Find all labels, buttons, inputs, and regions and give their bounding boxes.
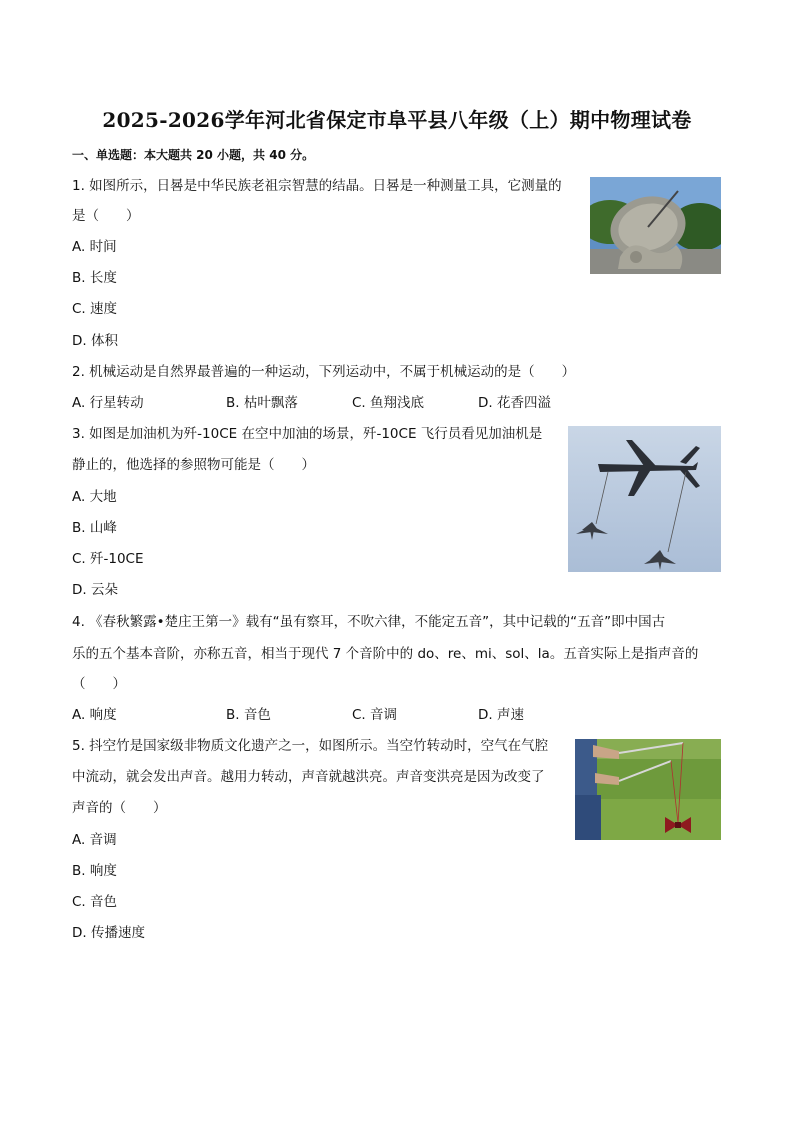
q4-option-a: A. 响度 (72, 707, 117, 723)
q4-option-c: C. 音调 (352, 707, 398, 723)
q5-stem-line3: 声音的（ ） (72, 800, 167, 816)
q3-option-b: B. 山峰 (72, 520, 117, 536)
aerial-refueling-photo-icon (568, 426, 721, 572)
q5-stem-line1: 5. 抖空竹是国家级非物质文化遗产之一，如图所示。当空竹转动时，空气在气腔 (72, 738, 549, 754)
q5-option-b: B. 响度 (72, 863, 117, 879)
q5-stem-line2: 中流动，就会发出声音。越用力转动，声音就越洪亮。声音变洪亮是因为改变了 (72, 769, 545, 785)
sundial-photo-icon (590, 177, 721, 274)
q2-option-a: A. 行星转动 (72, 395, 144, 411)
q2-option-d: D. 花香四溢 (478, 395, 551, 411)
q1-stem-line2: 是（ ） (72, 208, 140, 224)
q5-option-c: C. 音色 (72, 894, 118, 910)
q3-option-a: A. 大地 (72, 489, 117, 505)
q4-stem-line3: （ ） (72, 676, 126, 692)
q1-option-b: B. 长度 (72, 270, 117, 286)
q1-stem-line1: 1. 如图所示，日晷是中华民族老祖宗智慧的结晶。日晷是一种测量工具，它测量的 (72, 178, 562, 194)
q1-option-c: C. 速度 (72, 301, 118, 317)
q3-option-c: C. 歼-10CE (72, 551, 144, 567)
q4-stem-line2: 乐的五个基本音阶，亦称五音，相当于现代 7 个音阶中的 do、re、mi、sol、la。五音实际上是指声音的 (72, 646, 699, 662)
q4-option-b: B. 音色 (226, 707, 271, 723)
q3-stem-line2: 静止的，他选择的参照物可能是（ ） (72, 457, 315, 473)
q2-option-b: B. 枯叶飘落 (226, 395, 298, 411)
q1-option-d: D. 体积 (72, 333, 118, 349)
q2-option-c: C. 鱼翔浅底 (352, 395, 425, 411)
q3-stem-line1: 3. 如图是加油机为歼-10CE 在空中加油的场景，歼-10CE 飞行员看见加油机是 (72, 426, 543, 442)
q3-option-d: D. 云朵 (72, 582, 118, 598)
section-heading: 一、单选题：本大题共 20 小题，共 40 分。 (72, 148, 315, 162)
q2-stem-line1: 2. 机械运动是自然界最普遍的一种运动，下列运动中，不属于机械运动的是（ ） (72, 364, 576, 380)
q5-option-d: D. 传播速度 (72, 925, 145, 941)
q5-option-a: A. 音调 (72, 832, 117, 848)
q4-stem-line1: 4. 《春秋繁露•楚庄王第一》载有“虽有察耳，不吹六律，不能定五音”，其中记载的“五音”即中国古 (72, 614, 666, 630)
page-title: 2025-2026学年河北省保定市阜平县八年级（上）期中物理试卷 (102, 108, 692, 132)
diabolo-photo-icon (575, 739, 721, 840)
q1-option-a: A. 时间 (72, 239, 117, 255)
q4-option-d: D. 声速 (478, 707, 524, 723)
